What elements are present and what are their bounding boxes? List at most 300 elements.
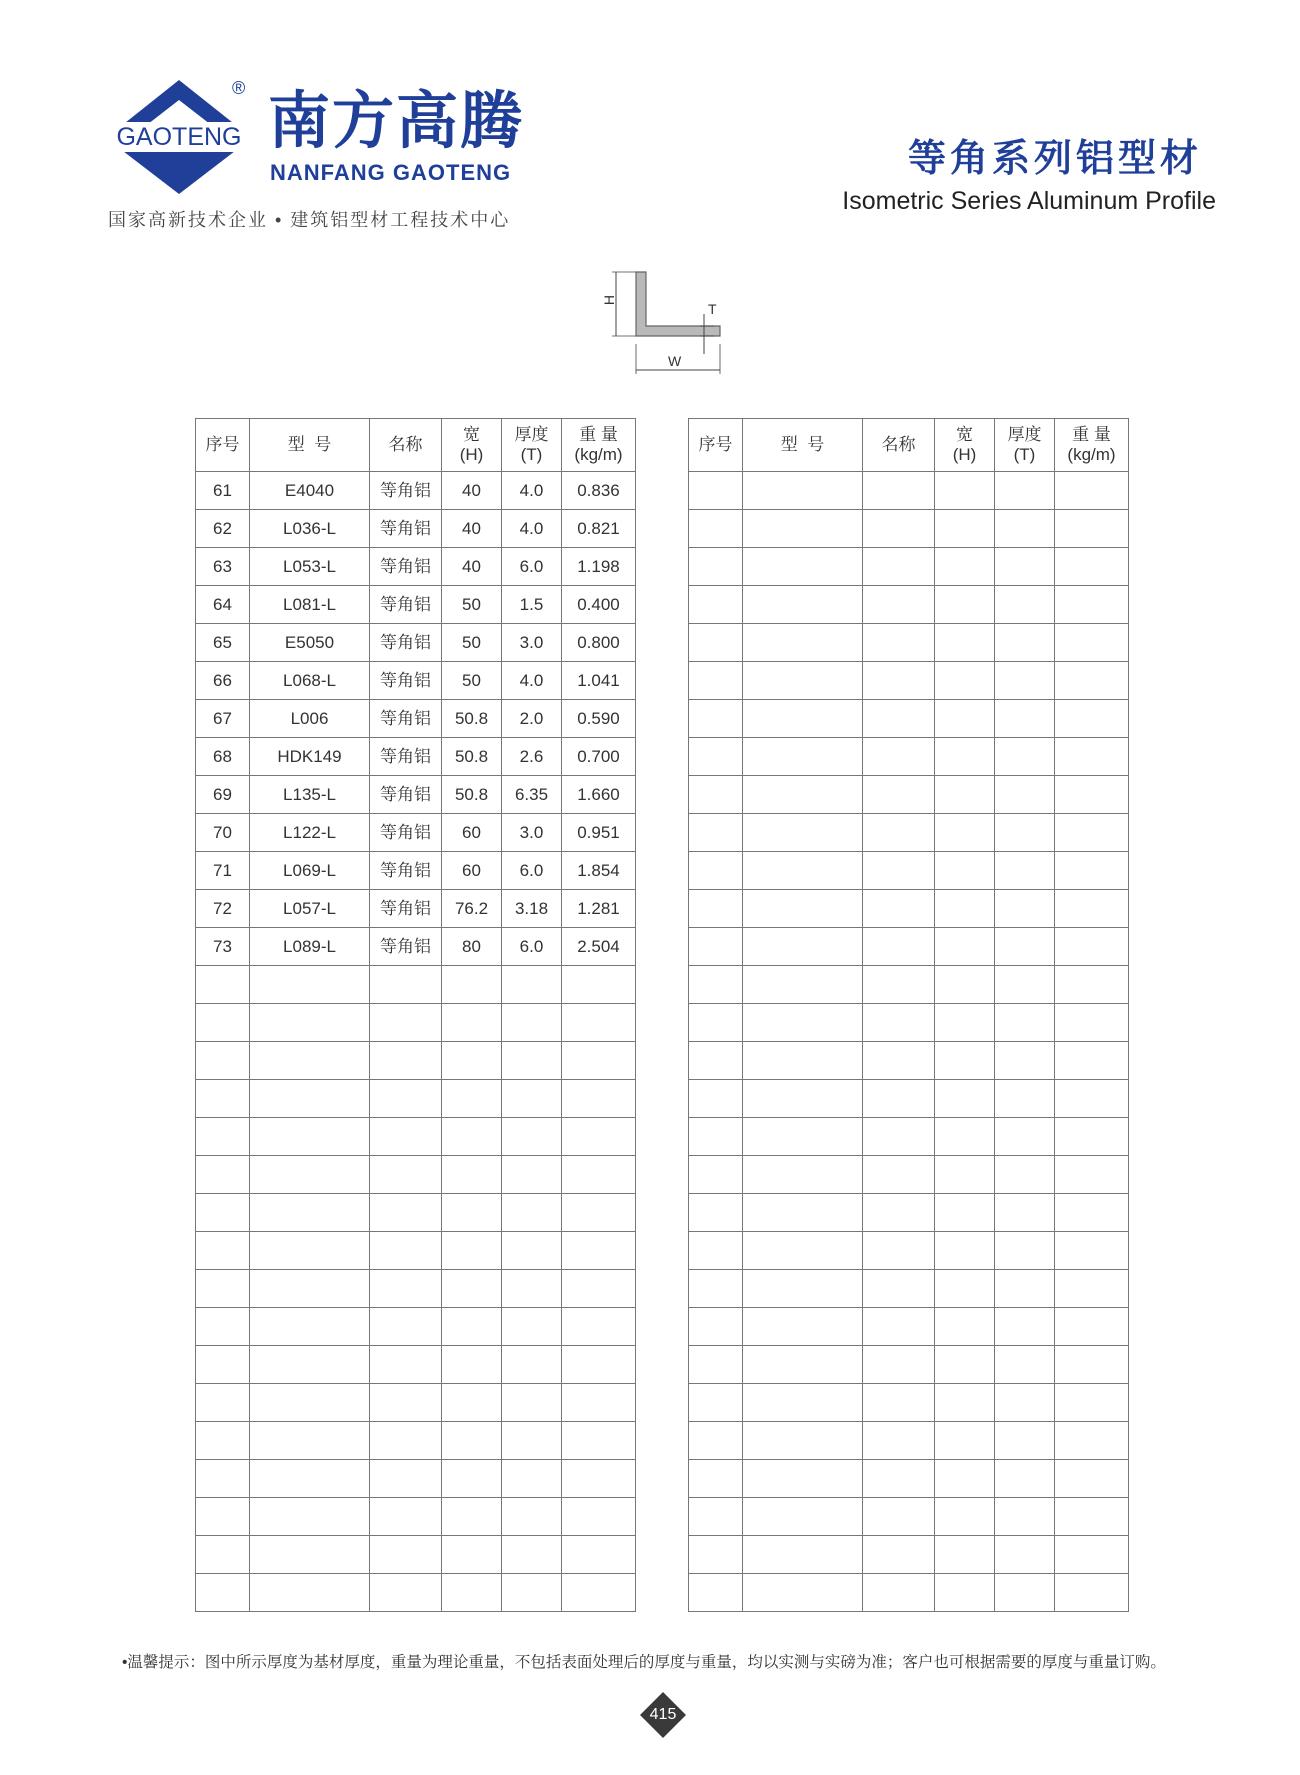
cell-weight: 0.590 <box>562 700 636 738</box>
cell-seq: 73 <box>196 928 250 966</box>
cell-width <box>442 1156 502 1194</box>
table-row <box>689 1270 1129 1308</box>
table-row <box>196 586 636 624</box>
cell-width <box>442 1042 502 1080</box>
cell-weight <box>1055 776 1129 814</box>
cell-seq: 72 <box>196 890 250 928</box>
cell-weight: 2.504 <box>562 928 636 966</box>
cell-name <box>370 1270 442 1308</box>
table-row <box>196 776 636 814</box>
cell-seq: 63 <box>196 548 250 586</box>
table-row <box>689 586 1129 624</box>
header-width: 宽 (H) <box>442 419 502 472</box>
cell-seq <box>196 1384 250 1422</box>
cell-weight <box>1055 966 1129 1004</box>
cell-model <box>743 586 863 624</box>
cell-thickness <box>995 1080 1055 1118</box>
cell-width <box>442 1460 502 1498</box>
table-row <box>689 1042 1129 1080</box>
cell-width <box>442 1574 502 1612</box>
cell-seq <box>196 1346 250 1384</box>
cell-width <box>935 776 995 814</box>
cell-weight <box>1055 472 1129 510</box>
cell-seq <box>689 624 743 662</box>
cell-weight: 1.660 <box>562 776 636 814</box>
cell-model: L036-L <box>250 510 370 548</box>
cell-seq <box>689 510 743 548</box>
cell-weight <box>1055 738 1129 776</box>
cell-weight: 0.821 <box>562 510 636 548</box>
table-row <box>689 1384 1129 1422</box>
cell-model <box>250 1194 370 1232</box>
cell-weight: 1.854 <box>562 852 636 890</box>
cell-width <box>935 1232 995 1270</box>
logo-text: GAOTENG <box>116 123 242 151</box>
cell-weight <box>562 1308 636 1346</box>
cell-model <box>250 1270 370 1308</box>
cell-width <box>935 1422 995 1460</box>
cell-name <box>370 1422 442 1460</box>
table-row <box>689 548 1129 586</box>
cell-name <box>863 1308 935 1346</box>
cell-seq <box>689 472 743 510</box>
table-row <box>196 928 636 966</box>
cell-width: 50.8 <box>442 700 502 738</box>
table-row <box>689 1194 1129 1232</box>
cell-seq <box>689 1308 743 1346</box>
cell-model <box>743 700 863 738</box>
cell-weight <box>1055 1194 1129 1232</box>
table-row <box>196 1080 636 1118</box>
cell-thickness: 1.5 <box>502 586 562 624</box>
cell-seq: 71 <box>196 852 250 890</box>
cell-model <box>743 472 863 510</box>
cell-model <box>743 1460 863 1498</box>
cell-thickness <box>995 1574 1055 1612</box>
table-row <box>689 928 1129 966</box>
cell-weight <box>562 966 636 1004</box>
header-seq: 序号 <box>689 419 743 472</box>
table-row <box>196 1574 636 1612</box>
cell-model: E4040 <box>250 472 370 510</box>
cell-name <box>863 1574 935 1612</box>
cell-model <box>743 548 863 586</box>
cell-width: 50 <box>442 624 502 662</box>
cell-model <box>250 1080 370 1118</box>
cell-width <box>935 586 995 624</box>
cell-thickness <box>995 700 1055 738</box>
cell-name: 等角铝 <box>370 890 442 928</box>
cell-model <box>743 1384 863 1422</box>
cell-weight <box>1055 890 1129 928</box>
cell-seq <box>689 1422 743 1460</box>
gaoteng-logo-icon <box>104 78 254 196</box>
cell-weight <box>562 1460 636 1498</box>
cell-seq <box>689 1118 743 1156</box>
cell-thickness <box>995 776 1055 814</box>
cell-model <box>743 1574 863 1612</box>
cell-thickness <box>502 1536 562 1574</box>
cell-width <box>935 1118 995 1156</box>
cell-thickness <box>502 1042 562 1080</box>
cell-weight <box>1055 1004 1129 1042</box>
cell-model <box>743 738 863 776</box>
cell-thickness <box>502 1460 562 1498</box>
cell-weight <box>1055 1270 1129 1308</box>
cell-thickness <box>502 1574 562 1612</box>
table-row <box>689 1004 1129 1042</box>
cell-weight <box>1055 624 1129 662</box>
cell-name <box>863 586 935 624</box>
cell-width <box>935 966 995 1004</box>
cell-thickness <box>995 1194 1055 1232</box>
cell-weight: 0.400 <box>562 586 636 624</box>
cell-thickness <box>995 586 1055 624</box>
cell-seq: 70 <box>196 814 250 852</box>
table-row <box>689 1460 1129 1498</box>
cell-thickness <box>995 662 1055 700</box>
cell-weight <box>1055 586 1129 624</box>
cell-name <box>370 1460 442 1498</box>
cell-name <box>370 1308 442 1346</box>
cell-model <box>250 1536 370 1574</box>
cell-width: 50 <box>442 586 502 624</box>
cell-name <box>863 1004 935 1042</box>
cell-width <box>442 1346 502 1384</box>
cell-name <box>370 1080 442 1118</box>
table-header-row <box>196 419 636 472</box>
page-title-cn: 等角系列铝型材 <box>907 138 1202 180</box>
cell-seq <box>196 1498 250 1536</box>
cell-width <box>442 1422 502 1460</box>
cell-seq <box>689 700 743 738</box>
table-row <box>689 890 1129 928</box>
cell-name: 等角铝 <box>370 472 442 510</box>
cell-seq: 64 <box>196 586 250 624</box>
cell-width: 60 <box>442 814 502 852</box>
header-weight: 重 量 (kg/m) <box>562 419 636 472</box>
cell-weight <box>1055 1118 1129 1156</box>
cell-seq <box>689 1346 743 1384</box>
cell-weight: 0.836 <box>562 472 636 510</box>
cell-thickness <box>502 1384 562 1422</box>
cell-width <box>935 1194 995 1232</box>
table-row <box>196 548 636 586</box>
cell-seq <box>689 1004 743 1042</box>
cell-name <box>863 814 935 852</box>
cell-seq <box>689 1460 743 1498</box>
cell-model <box>250 1004 370 1042</box>
cell-name <box>863 1536 935 1574</box>
cell-weight <box>562 1536 636 1574</box>
cell-weight <box>562 1498 636 1536</box>
cell-thickness <box>995 1270 1055 1308</box>
cell-model <box>743 1232 863 1270</box>
table-row <box>689 1080 1129 1118</box>
cell-name <box>863 1346 935 1384</box>
cell-weight <box>562 1346 636 1384</box>
table-row <box>689 814 1129 852</box>
cell-thickness <box>995 928 1055 966</box>
cell-model: E5050 <box>250 624 370 662</box>
page-title-en: Isometric Series Aluminum Profile <box>842 187 1216 215</box>
cell-name <box>863 548 935 586</box>
table-row <box>196 1118 636 1156</box>
table-row <box>689 852 1129 890</box>
table-row <box>689 472 1129 510</box>
header-width: 宽 (H) <box>935 419 995 472</box>
cell-name <box>863 624 935 662</box>
cell-width <box>935 510 995 548</box>
cell-weight <box>562 1194 636 1232</box>
cell-name <box>370 1536 442 1574</box>
cell-model <box>743 776 863 814</box>
cell-model <box>743 662 863 700</box>
cell-width <box>935 1460 995 1498</box>
cell-thickness <box>502 1422 562 1460</box>
cell-weight <box>562 1156 636 1194</box>
angle-profile-diagram <box>590 264 730 384</box>
cell-width <box>935 1308 995 1346</box>
cell-seq <box>689 1384 743 1422</box>
cell-model: L122-L <box>250 814 370 852</box>
cell-thickness <box>995 1384 1055 1422</box>
table-row <box>689 1346 1129 1384</box>
cell-name <box>863 1156 935 1194</box>
cell-thickness: 6.0 <box>502 928 562 966</box>
table-row <box>689 1156 1129 1194</box>
cell-model <box>250 1118 370 1156</box>
cell-width <box>935 1346 995 1384</box>
cell-model: HDK149 <box>250 738 370 776</box>
cell-seq <box>689 548 743 586</box>
cell-name <box>370 1042 442 1080</box>
cell-width <box>442 1270 502 1308</box>
cell-width <box>935 928 995 966</box>
table-row <box>196 738 636 776</box>
cell-seq <box>689 1498 743 1536</box>
cell-model <box>250 966 370 1004</box>
cell-model <box>743 1346 863 1384</box>
header-thickness: 厚度 (T) <box>995 419 1055 472</box>
cell-width <box>935 890 995 928</box>
cell-seq <box>196 1080 250 1118</box>
cell-thickness <box>995 966 1055 1004</box>
cell-width <box>935 472 995 510</box>
table-row <box>689 1308 1129 1346</box>
cell-seq <box>196 1460 250 1498</box>
table-row <box>689 510 1129 548</box>
cell-thickness <box>502 1498 562 1536</box>
cell-name <box>863 776 935 814</box>
header-name: 名称 <box>370 419 442 472</box>
cell-width <box>935 1042 995 1080</box>
cell-name <box>370 966 442 1004</box>
cell-weight <box>1055 1042 1129 1080</box>
cell-width <box>935 1270 995 1308</box>
cell-name <box>370 1574 442 1612</box>
cell-width: 50.8 <box>442 776 502 814</box>
table-row <box>196 1422 636 1460</box>
cell-seq <box>689 738 743 776</box>
cell-width <box>935 738 995 776</box>
table-row <box>196 852 636 890</box>
cell-name <box>863 1118 935 1156</box>
cell-width: 76.2 <box>442 890 502 928</box>
cell-width <box>935 662 995 700</box>
cell-weight <box>1055 814 1129 852</box>
header-name: 名称 <box>863 419 935 472</box>
cell-weight <box>1055 1232 1129 1270</box>
cell-name <box>863 1384 935 1422</box>
cell-model: L089-L <box>250 928 370 966</box>
cell-thickness <box>995 1004 1055 1042</box>
cell-thickness: 4.0 <box>502 510 562 548</box>
cell-model <box>743 624 863 662</box>
cell-name <box>863 966 935 1004</box>
cell-seq: 67 <box>196 700 250 738</box>
table-row <box>196 890 636 928</box>
cell-name: 等角铝 <box>370 510 442 548</box>
cell-seq <box>196 1270 250 1308</box>
cell-weight <box>562 1042 636 1080</box>
cell-thickness <box>502 1308 562 1346</box>
cell-width <box>935 700 995 738</box>
cell-seq <box>689 662 743 700</box>
cell-width <box>442 1536 502 1574</box>
registered-mark: ® <box>232 78 246 98</box>
cell-name <box>863 1080 935 1118</box>
cell-width <box>935 624 995 662</box>
cell-thickness <box>995 1232 1055 1270</box>
page-number: 415 <box>649 1706 677 1723</box>
cell-thickness <box>995 1536 1055 1574</box>
cell-width <box>935 1384 995 1422</box>
cell-width: 50.8 <box>442 738 502 776</box>
cell-thickness <box>995 1042 1055 1080</box>
header-model: 型 号 <box>250 419 370 472</box>
cell-name <box>863 1498 935 1536</box>
cell-name <box>370 1346 442 1384</box>
cell-name: 等角铝 <box>370 700 442 738</box>
cell-seq <box>689 1156 743 1194</box>
cell-width <box>442 1232 502 1270</box>
cell-name <box>863 1194 935 1232</box>
cell-model <box>250 1498 370 1536</box>
cell-seq <box>689 814 743 852</box>
cell-name <box>863 890 935 928</box>
brand-name-en: NANFANG GAOTENG <box>270 160 512 185</box>
cell-model <box>743 510 863 548</box>
cell-seq <box>196 1156 250 1194</box>
cell-width <box>442 1384 502 1422</box>
cell-model <box>743 814 863 852</box>
cell-seq <box>196 1118 250 1156</box>
table-row <box>196 1004 636 1042</box>
cell-model <box>250 1574 370 1612</box>
cell-width <box>442 1004 502 1042</box>
cell-weight <box>562 1384 636 1422</box>
cell-model: L006 <box>250 700 370 738</box>
dimension-h-label: H <box>601 294 617 306</box>
cell-weight <box>1055 1156 1129 1194</box>
cell-name <box>863 700 935 738</box>
cell-model <box>743 852 863 890</box>
cell-weight <box>1055 662 1129 700</box>
spec-table-right <box>688 418 1129 1612</box>
header-weight: 重 量 (kg/m) <box>1055 419 1129 472</box>
table-row <box>689 624 1129 662</box>
cell-width <box>442 1498 502 1536</box>
cell-seq <box>196 1574 250 1612</box>
cell-model: L069-L <box>250 852 370 890</box>
cell-model <box>743 1080 863 1118</box>
cell-width <box>935 1004 995 1042</box>
cell-model <box>743 1498 863 1536</box>
cell-weight <box>1055 1308 1129 1346</box>
cell-name: 等角铝 <box>370 662 442 700</box>
cell-width <box>442 1308 502 1346</box>
cell-seq <box>689 852 743 890</box>
cell-thickness <box>995 548 1055 586</box>
cell-weight <box>1055 928 1129 966</box>
cell-seq: 69 <box>196 776 250 814</box>
table-header-row <box>689 419 1129 472</box>
cell-model: L068-L <box>250 662 370 700</box>
cell-name: 等角铝 <box>370 814 442 852</box>
cell-weight: 1.198 <box>562 548 636 586</box>
cell-weight <box>1055 1498 1129 1536</box>
cell-model: L053-L <box>250 548 370 586</box>
cell-thickness <box>995 472 1055 510</box>
cell-model <box>743 1118 863 1156</box>
cell-thickness <box>995 510 1055 548</box>
cell-thickness <box>995 738 1055 776</box>
cell-name <box>863 1422 935 1460</box>
table-row <box>196 1232 636 1270</box>
cell-weight <box>1055 1460 1129 1498</box>
cell-seq <box>689 1574 743 1612</box>
cell-seq <box>196 1194 250 1232</box>
table-row <box>689 1536 1129 1574</box>
cell-weight <box>562 1080 636 1118</box>
table-row <box>689 1574 1129 1612</box>
cell-width <box>442 1080 502 1118</box>
cell-model <box>743 928 863 966</box>
cell-thickness <box>502 1004 562 1042</box>
cell-model <box>743 890 863 928</box>
cell-thickness <box>995 814 1055 852</box>
cell-thickness <box>502 1080 562 1118</box>
cell-thickness <box>502 1156 562 1194</box>
cell-weight: 0.951 <box>562 814 636 852</box>
table-row <box>196 1346 636 1384</box>
header-seq: 序号 <box>196 419 250 472</box>
cell-weight <box>562 1574 636 1612</box>
cell-seq <box>689 890 743 928</box>
cell-width <box>935 814 995 852</box>
cell-name: 等角铝 <box>370 624 442 662</box>
cell-name: 等角铝 <box>370 586 442 624</box>
cell-model <box>743 1536 863 1574</box>
table-row <box>196 1384 636 1422</box>
table-row <box>196 510 636 548</box>
table-row <box>196 1536 636 1574</box>
footnote-tip: •温馨提示：图中所示厚度为基材厚度，重量为理论重量，不包括表面处理后的厚度与重量，均以实测与实磅为准；客户也可根据需要的厚度与重量订购。 <box>122 1654 1166 1671</box>
cell-weight <box>562 1422 636 1460</box>
cell-seq <box>196 1232 250 1270</box>
cell-weight <box>1055 1536 1129 1574</box>
